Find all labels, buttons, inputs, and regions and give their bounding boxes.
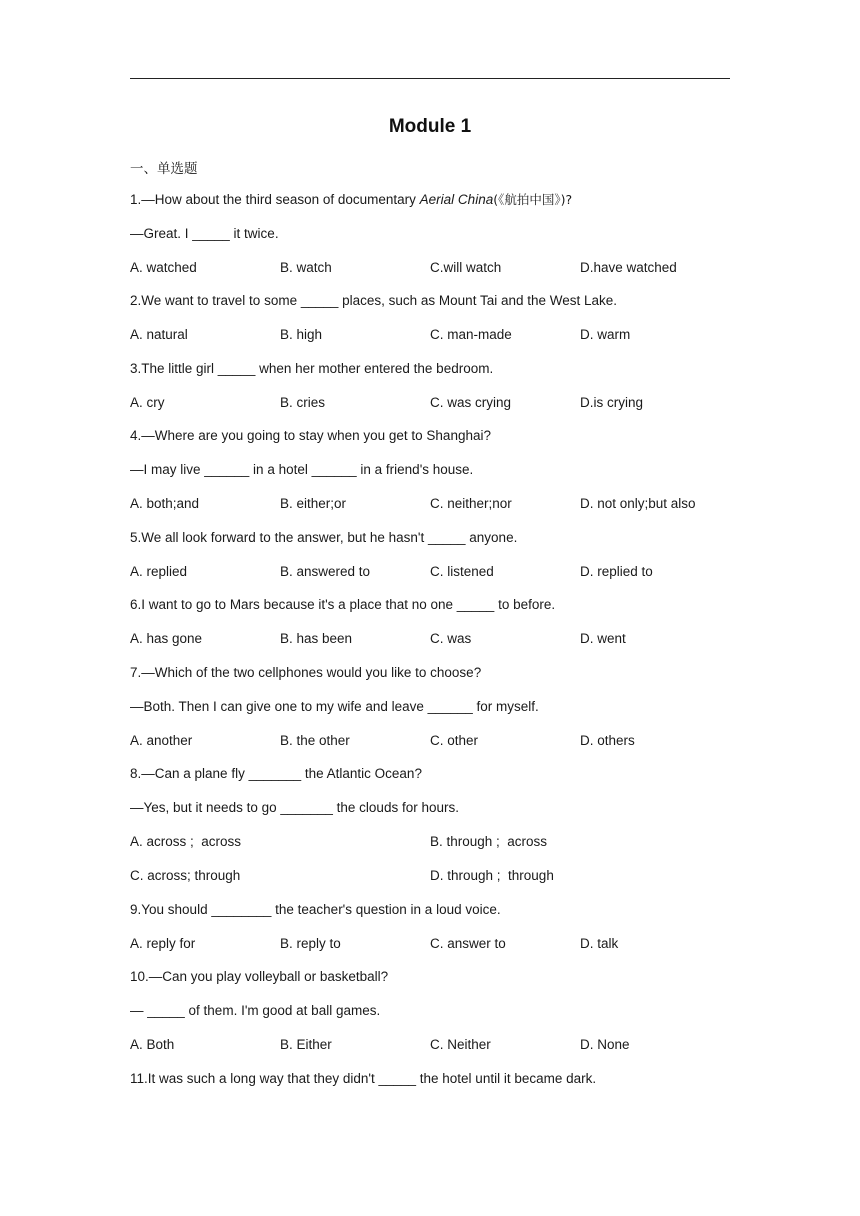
question-8-option-c: C. across; through <box>130 868 241 883</box>
question-10-option-a: A. Both <box>130 1037 175 1052</box>
question-2-option-c: C. man-made <box>430 327 512 342</box>
question-6-stem: 6.I want to go to Mars because it's a place that no one _____ to before. <box>130 597 556 612</box>
question-2-option-a: A. natural <box>130 327 188 342</box>
question-10-option-d: D. None <box>580 1037 630 1052</box>
question-8-option-d: D. through ; through <box>430 868 554 883</box>
question-2-option-d: D. warm <box>580 327 631 342</box>
question-1-line2: —Great. I _____ it twice. <box>130 226 279 241</box>
question-7-option-b: B. the other <box>280 733 350 748</box>
question-10-line2: — _____ of them. I'm good at ball games. <box>130 1003 381 1018</box>
question-1-option-c: C.will watch <box>430 260 502 275</box>
question-6-option-c: C. was <box>430 631 472 646</box>
question-3-option-b: B. cries <box>280 395 326 410</box>
question-3-option-d: D.is crying <box>580 395 644 410</box>
question-8-option-a: A. across ; across <box>130 834 242 849</box>
question-7-option-a: A. another <box>130 733 193 748</box>
question-6-option-a: A. has gone <box>130 631 203 646</box>
question-9-option-d: D. talk <box>580 936 619 951</box>
question-7-line2: —Both. Then I can give one to my wife and leave ______ for myself. <box>130 699 539 714</box>
question-5-option-b: B. answered to <box>280 564 371 579</box>
question-9-stem: 9.You should ________ the teacher's question in a loud voice. <box>130 902 501 917</box>
question-5-stem: 5.We all look forward to the answer, but he hasn't _____ anyone. <box>130 530 518 545</box>
question-1-option-a: A. watched <box>130 260 197 275</box>
question-4-stem: 4.—Where are you going to stay when you get to Shanghai? <box>130 428 491 443</box>
question-3-stem: 3.The little girl _____ when her mother entered the bedroom. <box>130 361 494 376</box>
question-10-option-c: C. Neither <box>430 1037 491 1052</box>
question-1-option-b: B. watch <box>280 260 332 275</box>
question-4-option-c: C. neither;nor <box>430 496 512 511</box>
document-title: Module 1 <box>388 116 472 137</box>
question-1-stem: 1.—How about the third season of documentary Aerial China(《航拍中国》)? <box>130 192 573 207</box>
question-9-option-a: A. reply for <box>130 936 196 951</box>
question-10-option-b: B. Either <box>280 1037 332 1052</box>
question-3-option-a: A. cry <box>130 395 165 410</box>
question-6-option-d: D. went <box>580 631 626 646</box>
header-rule <box>130 78 730 79</box>
question-7-option-c: C. other <box>430 733 479 748</box>
question-2-stem: 2.We want to travel to some _____ places, such as Mount Tai and the West Lake. <box>130 293 618 308</box>
question-5-option-d: D. replied to <box>580 564 653 579</box>
question-4-line2: —I may live ______ in a hotel ______ in a friend's house. <box>130 462 474 477</box>
question-2-option-b: B. high <box>280 327 323 342</box>
question-4-option-b: B. either;or <box>280 496 347 511</box>
question-1-option-d: D.have watched <box>580 260 677 275</box>
question-6-option-b: B. has been <box>280 631 353 646</box>
question-4-option-d: D. not only;but also <box>580 496 696 511</box>
question-7-stem: 7.—Which of the two cellphones would you like to choose? <box>130 665 482 680</box>
section-heading: 一、单选题 <box>130 161 198 177</box>
question-10-stem: 10.—Can you play volleyball or basketball? <box>130 969 389 984</box>
question-4-option-a: A. both;and <box>130 496 200 511</box>
question-9-option-b: B. reply to <box>280 936 341 951</box>
question-3-option-c: C. was crying <box>430 395 512 410</box>
question-8-option-b: B. through ; across <box>430 834 548 849</box>
question-5-option-a: A. replied <box>130 564 188 579</box>
question-11-stem: 11.It was such a long way that they didn't _____ the hotel until it became dark. <box>130 1071 597 1086</box>
question-8-stem: 8.—Can a plane fly _______ the Atlantic Ocean? <box>130 766 422 781</box>
question-9-option-c: C. answer to <box>430 936 506 951</box>
question-8-line2: —Yes, but it needs to go _______ the clouds for hours. <box>130 800 459 815</box>
question-7-option-d: D. others <box>580 733 635 748</box>
question-5-option-c: C. listened <box>430 564 494 579</box>
